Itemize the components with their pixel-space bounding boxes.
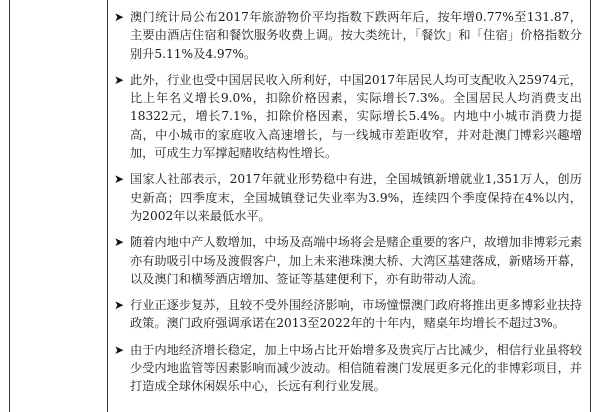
arrow-bullet-icon: ➤	[113, 298, 125, 313]
list-item-text: 此外，行业也受中国居民收入所利好，中国2017年居民人均可支配收入25974元，比上年名义增长9.0%，扣除价格因素，实际增长7.3%。全国居民人均消费支出18322元，增长7.1%，扣除价格因素，实际增长5.4%。内地中小城市消费力提高，中小城市的家庭收入高速增长，与一线城市差距收窄，并对赴澳门博彩兴趣增加，可成生力军撑起赌收结构性增长。	[130, 72, 582, 161]
list-item-text: 澳门统计局公布2017年旅游物价平均指数下跌两年后，按年增0.77%至131.87，主要由酒店住宿和餐饮服务收费上调。按大类统计，「餐饮」和「住宿」价格指数分别升5.11%及4.97%。	[130, 10, 582, 61]
arrow-bullet-icon: ➤	[113, 172, 125, 187]
arrow-bullet-icon: ➤	[113, 10, 125, 24]
list-item-text: 由于内地经济增长稳定，加上中场占比开始增多及贵宾厅占比减少，相信行业虽将较少受内地监管等因素影响而减少波动。相信随着澳门发展更多元化的非博彩项目，并打造成全球休闲娱乐中心，长远有利行业发展。	[130, 342, 582, 394]
list-item-text: 行业正逐步复苏，且较不受外围经济影响，市场憧憬澳门政府将推出更多博彩业扶持政策。澳门政府强调承诺在2013至2022年的十年内，赌桌年均增长不超过3%。	[130, 298, 582, 331]
list-item-text: 随着内地中产人数增加，中场及高端中场将会是赌企重要的客户，故增加非博彩元素亦有助吸引中场及渡假客户，加上未来港珠澳大桥、大湾区基建落成，新赌场开幕，以及澳门和横琴酒店增加、签证等基建便利下，亦有助带动人流。	[130, 235, 582, 286]
list-item	[108, 71, 590, 162]
table-left-column	[10, 0, 108, 412]
arrow-bullet-icon: ➤	[113, 342, 125, 357]
list-item	[108, 170, 590, 225]
list-item	[108, 296, 590, 333]
content-table	[9, 0, 591, 412]
list-item	[108, 8, 590, 63]
arrow-bullet-icon: ➤	[113, 72, 125, 87]
list-item-text: 国家人社部表示，2017年就业形势稳中有进，全国城镇新增就业1,351万人，创历史新高；四季度末，全国城镇登记失业率为3.9%，连续四个季度保持在4%以内，为2002年以来最低水平。	[130, 172, 582, 223]
list-item	[108, 341, 590, 396]
list-item	[108, 233, 590, 288]
arrow-bullet-icon: ➤	[113, 235, 125, 250]
table-right-column	[108, 0, 590, 412]
